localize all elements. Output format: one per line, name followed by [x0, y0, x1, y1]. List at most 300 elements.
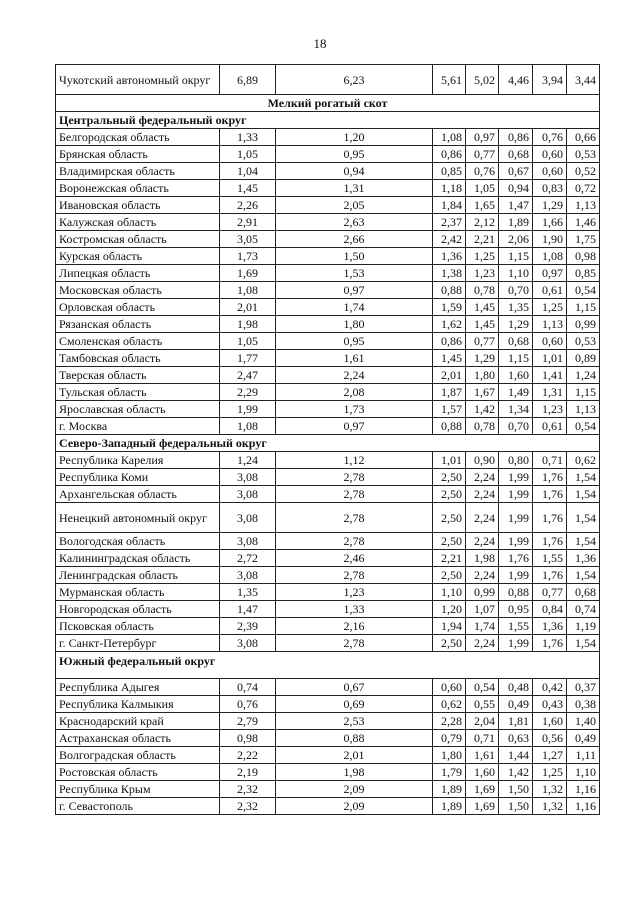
table-row: [56, 452, 600, 469]
table-row: [56, 299, 600, 316]
table-row: [56, 350, 600, 367]
region-name: г. Севастополь: [56, 798, 220, 815]
value-cell-c6: 0,83: [533, 180, 567, 197]
table-row: [56, 265, 600, 282]
value-cell-c7: 1,54: [567, 635, 600, 652]
value-cell-c6: 1,41: [533, 367, 567, 384]
value-cell-c2: 1,80: [276, 316, 433, 333]
value-cell-c7: 1,54: [567, 486, 600, 503]
value-cell-c4: 0,76: [466, 163, 499, 180]
value-cell-c5: 0,88: [499, 584, 533, 601]
table-row: [56, 316, 600, 333]
value-cell-c5: 0,48: [499, 679, 533, 696]
region-name: Ненецкий автономный округ: [56, 503, 220, 533]
value-cell-c6: 1,32: [533, 798, 567, 815]
value-cell-c2: 2,46: [276, 550, 433, 567]
district-row: [56, 112, 600, 129]
region-name: Псковская область: [56, 618, 220, 635]
value-cell-c1: 2,32: [220, 798, 276, 815]
value-cell-c6: 0,60: [533, 146, 567, 163]
value-cell-c4: 0,71: [466, 730, 499, 747]
value-cell-c5: 2,06: [499, 231, 533, 248]
table-row: [56, 129, 600, 146]
table-row: [56, 635, 600, 652]
value-cell-c1: 2,72: [220, 550, 276, 567]
value-cell-c3: 2,50: [433, 533, 466, 550]
region-name: Владимирская область: [56, 163, 220, 180]
value-cell-c5: 0,49: [499, 696, 533, 713]
table-row: [56, 469, 600, 486]
region-name: Калужская область: [56, 214, 220, 231]
value-cell-c7: 0,99: [567, 316, 600, 333]
value-cell-c2: 2,01: [276, 747, 433, 764]
value-cell-c4: 0,55: [466, 696, 499, 713]
value-cell-c4: 1,05: [466, 180, 499, 197]
value-cell-c2: 0,95: [276, 333, 433, 350]
value-cell-c3: 0,60: [433, 679, 466, 696]
value-cell-c4: 0,78: [466, 282, 499, 299]
value-cell-c2: 2,78: [276, 503, 433, 533]
section-heading: Мелкий рогатый скот: [56, 95, 600, 112]
value-cell-c7: 1,75: [567, 231, 600, 248]
table-row: [56, 533, 600, 550]
value-cell-c6: 1,66: [533, 214, 567, 231]
value-cell-c7: 0,54: [567, 418, 600, 435]
value-cell-c3: 2,50: [433, 486, 466, 503]
value-cell-c1: 1,24: [220, 452, 276, 469]
table-row: [56, 197, 600, 214]
value-cell-c5: 0,68: [499, 146, 533, 163]
value-cell-c7: 1,15: [567, 384, 600, 401]
value-cell-c1: 1,99: [220, 401, 276, 418]
value-cell-c6: 1,08: [533, 248, 567, 265]
value-cell-c2: 1,53: [276, 265, 433, 282]
value-cell-c4: 2,24: [466, 635, 499, 652]
value-cell-c2: 1,98: [276, 764, 433, 781]
value-cell-c1: 1,98: [220, 316, 276, 333]
table-row: [56, 730, 600, 747]
value-cell-c4: 1,25: [466, 248, 499, 265]
value-cell-c2: 0,67: [276, 679, 433, 696]
value-cell-c6: 0,84: [533, 601, 567, 618]
value-cell-c2: 1,12: [276, 452, 433, 469]
value-cell-c3: 1,59: [433, 299, 466, 316]
value-cell-c2: 1,33: [276, 601, 433, 618]
value-cell-c7: 1,19: [567, 618, 600, 635]
value-cell-c2: 2,08: [276, 384, 433, 401]
value-cell-c6: 0,60: [533, 163, 567, 180]
value-cell-c5: 1,50: [499, 798, 533, 815]
value-cell-c7: 1,40: [567, 713, 600, 730]
value-cell-c5: 0,70: [499, 282, 533, 299]
value-cell-c7: 0,54: [567, 282, 600, 299]
region-name: Рязанская область: [56, 316, 220, 333]
value-cell-c4: 1,80: [466, 367, 499, 384]
value-cell-c1: 1,08: [220, 282, 276, 299]
value-cell-c5: 0,80: [499, 452, 533, 469]
value-cell-c1: 1,35: [220, 584, 276, 601]
value-cell-c3: 1,38: [433, 265, 466, 282]
value-cell-c4: 5,02: [466, 65, 499, 95]
value-cell-c3: 1,45: [433, 350, 466, 367]
region-name: Ростовская область: [56, 764, 220, 781]
value-cell-c5: 0,95: [499, 601, 533, 618]
value-cell-c2: 2,09: [276, 781, 433, 798]
value-cell-c7: 0,37: [567, 679, 600, 696]
region-name: Ярославская область: [56, 401, 220, 418]
value-cell-c3: 1,80: [433, 747, 466, 764]
value-cell-c1: 3,08: [220, 567, 276, 584]
value-cell-c6: 1,32: [533, 781, 567, 798]
region-name: Астраханская область: [56, 730, 220, 747]
section-row: [56, 95, 600, 112]
value-cell-c4: 1,69: [466, 781, 499, 798]
region-name: Волгоградская область: [56, 747, 220, 764]
value-cell-c1: 1,77: [220, 350, 276, 367]
region-name: Костромская область: [56, 231, 220, 248]
value-cell-c5: 0,63: [499, 730, 533, 747]
table-row: [56, 367, 600, 384]
value-cell-c5: 0,67: [499, 163, 533, 180]
district-row: [56, 435, 600, 452]
value-cell-c4: 2,24: [466, 469, 499, 486]
value-cell-c3: 1,89: [433, 798, 466, 815]
value-cell-c6: 0,77: [533, 584, 567, 601]
value-cell-c5: 1,15: [499, 350, 533, 367]
region-name: г. Санкт-Петербург: [56, 635, 220, 652]
region-name: Мурманская область: [56, 584, 220, 601]
value-cell-c5: 1,99: [499, 635, 533, 652]
value-cell-c1: 3,08: [220, 469, 276, 486]
value-cell-c1: 3,08: [220, 635, 276, 652]
table-row: [56, 781, 600, 798]
region-name: Республика Адыгея: [56, 679, 220, 696]
value-cell-c5: 1,49: [499, 384, 533, 401]
table-row: [56, 567, 600, 584]
value-cell-c3: 0,85: [433, 163, 466, 180]
value-cell-c4: 1,07: [466, 601, 499, 618]
value-cell-c1: 2,79: [220, 713, 276, 730]
value-cell-c7: 0,66: [567, 129, 600, 146]
value-cell-c1: 1,05: [220, 146, 276, 163]
value-cell-c7: 0,62: [567, 452, 600, 469]
table-row: [56, 713, 600, 730]
region-name: Брянская область: [56, 146, 220, 163]
value-cell-c1: 1,47: [220, 601, 276, 618]
table-row: [56, 282, 600, 299]
value-cell-c7: 0,53: [567, 146, 600, 163]
region-name: Тамбовская область: [56, 350, 220, 367]
value-cell-c5: 1,81: [499, 713, 533, 730]
region-name: Курская область: [56, 248, 220, 265]
value-cell-c1: 6,89: [220, 65, 276, 95]
region-name: Московская область: [56, 282, 220, 299]
value-cell-c4: 1,29: [466, 350, 499, 367]
district-heading: Центральный федеральный округ: [56, 112, 600, 129]
value-cell-c6: 1,76: [533, 503, 567, 533]
value-cell-c2: 1,61: [276, 350, 433, 367]
region-name: Тверская область: [56, 367, 220, 384]
table-row: [56, 550, 600, 567]
region-name: Смоленская область: [56, 333, 220, 350]
value-cell-c6: 1,29: [533, 197, 567, 214]
table-row: [56, 764, 600, 781]
value-cell-c1: 1,69: [220, 265, 276, 282]
value-cell-c2: 0,97: [276, 282, 433, 299]
value-cell-c4: 1,23: [466, 265, 499, 282]
value-cell-c6: 0,61: [533, 418, 567, 435]
value-cell-c7: 1,13: [567, 197, 600, 214]
district-row: [56, 652, 600, 679]
value-cell-c6: 3,94: [533, 65, 567, 95]
value-cell-c6: 0,71: [533, 452, 567, 469]
value-cell-c4: 1,45: [466, 299, 499, 316]
value-cell-c2: 1,23: [276, 584, 433, 601]
value-cell-c2: 1,74: [276, 299, 433, 316]
value-cell-c4: 0,77: [466, 333, 499, 350]
table-row: [56, 798, 600, 815]
value-cell-c2: 0,97: [276, 418, 433, 435]
table-row: [56, 146, 600, 163]
value-cell-c1: 3,08: [220, 503, 276, 533]
value-cell-c6: 0,42: [533, 679, 567, 696]
value-cell-c3: 1,08: [433, 129, 466, 146]
value-cell-c2: 1,20: [276, 129, 433, 146]
tariff-table: [55, 64, 600, 815]
value-cell-c5: 0,86: [499, 129, 533, 146]
value-cell-c5: 1,99: [499, 486, 533, 503]
table-row: [56, 503, 600, 533]
value-cell-c5: 1,60: [499, 367, 533, 384]
value-cell-c4: 0,90: [466, 452, 499, 469]
value-cell-c7: 0,98: [567, 248, 600, 265]
value-cell-c2: 2,78: [276, 567, 433, 584]
region-name: г. Москва: [56, 418, 220, 435]
value-cell-c2: 2,63: [276, 214, 433, 231]
value-cell-c2: 2,09: [276, 798, 433, 815]
value-cell-c5: 1,35: [499, 299, 533, 316]
value-cell-c7: 1,10: [567, 764, 600, 781]
value-cell-c5: 1,42: [499, 764, 533, 781]
region-name: Липецкая область: [56, 265, 220, 282]
value-cell-c6: 1,13: [533, 316, 567, 333]
district-heading: Южный федеральный округ: [56, 652, 600, 679]
value-cell-c1: 1,33: [220, 129, 276, 146]
value-cell-c7: 1,16: [567, 781, 600, 798]
value-cell-c2: 2,05: [276, 197, 433, 214]
value-cell-c6: 1,76: [533, 486, 567, 503]
value-cell-c6: 1,36: [533, 618, 567, 635]
value-cell-c1: 3,08: [220, 533, 276, 550]
table-row: [56, 584, 600, 601]
value-cell-c5: 0,94: [499, 180, 533, 197]
value-cell-c3: 2,01: [433, 367, 466, 384]
value-cell-c6: 0,61: [533, 282, 567, 299]
table-row: [56, 214, 600, 231]
value-cell-c5: 1,99: [499, 533, 533, 550]
value-cell-c3: 2,21: [433, 550, 466, 567]
value-cell-c3: 0,79: [433, 730, 466, 747]
value-cell-c4: 0,99: [466, 584, 499, 601]
value-cell-c7: 1,54: [567, 567, 600, 584]
value-cell-c6: 1,23: [533, 401, 567, 418]
value-cell-c1: 2,39: [220, 618, 276, 635]
value-cell-c7: 1,11: [567, 747, 600, 764]
value-cell-c2: 0,69: [276, 696, 433, 713]
value-cell-c6: 0,43: [533, 696, 567, 713]
value-cell-c4: 1,65: [466, 197, 499, 214]
value-cell-c1: 3,08: [220, 486, 276, 503]
value-cell-c5: 1,99: [499, 503, 533, 533]
value-cell-c5: 1,10: [499, 265, 533, 282]
value-cell-c3: 1,84: [433, 197, 466, 214]
value-cell-c5: 1,55: [499, 618, 533, 635]
value-cell-c7: 1,46: [567, 214, 600, 231]
region-name: Воронежская область: [56, 180, 220, 197]
value-cell-c4: 2,24: [466, 486, 499, 503]
value-cell-c1: 2,01: [220, 299, 276, 316]
table-row: [56, 384, 600, 401]
region-name: Архангельская область: [56, 486, 220, 503]
value-cell-c4: 1,67: [466, 384, 499, 401]
value-cell-c3: 1,18: [433, 180, 466, 197]
region-name: Белгородская область: [56, 129, 220, 146]
value-cell-c5: 4,46: [499, 65, 533, 95]
value-cell-c5: 1,50: [499, 781, 533, 798]
region-name: Тульская область: [56, 384, 220, 401]
value-cell-c1: 0,98: [220, 730, 276, 747]
value-cell-c6: 1,76: [533, 469, 567, 486]
value-cell-c1: 0,76: [220, 696, 276, 713]
region-name: Республика Карелия: [56, 452, 220, 469]
value-cell-c4: 0,97: [466, 129, 499, 146]
table-row: [56, 248, 600, 265]
table-row: [56, 231, 600, 248]
value-cell-c4: 1,42: [466, 401, 499, 418]
value-cell-c4: 2,24: [466, 503, 499, 533]
district-heading: Северо-Западный федеральный округ: [56, 435, 600, 452]
region-name: Республика Коми: [56, 469, 220, 486]
value-cell-c7: 0,85: [567, 265, 600, 282]
value-cell-c2: 2,78: [276, 486, 433, 503]
region-name: Новгородская область: [56, 601, 220, 618]
value-cell-c5: 0,70: [499, 418, 533, 435]
value-cell-c7: 0,49: [567, 730, 600, 747]
region-name: Вологодская область: [56, 533, 220, 550]
value-cell-c6: 1,76: [533, 635, 567, 652]
value-cell-c4: 2,12: [466, 214, 499, 231]
value-cell-c3: 2,50: [433, 635, 466, 652]
value-cell-c4: 1,45: [466, 316, 499, 333]
value-cell-c5: 1,99: [499, 567, 533, 584]
value-cell-c3: 1,89: [433, 781, 466, 798]
table-row: [56, 601, 600, 618]
value-cell-c7: 0,74: [567, 601, 600, 618]
value-cell-c2: 2,16: [276, 618, 433, 635]
table-row: [56, 618, 600, 635]
region-name: Ленинградская область: [56, 567, 220, 584]
value-cell-c6: 1,01: [533, 350, 567, 367]
value-cell-c6: 0,76: [533, 129, 567, 146]
value-cell-c7: 0,38: [567, 696, 600, 713]
value-cell-c6: 0,60: [533, 333, 567, 350]
value-cell-c2: 2,78: [276, 635, 433, 652]
value-cell-c3: 2,50: [433, 503, 466, 533]
value-cell-c1: 2,47: [220, 367, 276, 384]
value-cell-c7: 1,15: [567, 299, 600, 316]
value-cell-c4: 1,60: [466, 764, 499, 781]
value-cell-c6: 1,25: [533, 764, 567, 781]
value-cell-c1: 2,91: [220, 214, 276, 231]
value-cell-c6: 1,76: [533, 533, 567, 550]
value-cell-c2: 2,78: [276, 533, 433, 550]
value-cell-c2: 1,73: [276, 401, 433, 418]
table-row: [56, 163, 600, 180]
value-cell-c1: 1,04: [220, 163, 276, 180]
value-cell-c3: 0,62: [433, 696, 466, 713]
value-cell-c7: 1,54: [567, 533, 600, 550]
value-cell-c1: 3,05: [220, 231, 276, 248]
value-cell-c4: 1,61: [466, 747, 499, 764]
value-cell-c4: 1,98: [466, 550, 499, 567]
value-cell-c2: 1,31: [276, 180, 433, 197]
value-cell-c3: 1,57: [433, 401, 466, 418]
value-cell-c1: 2,19: [220, 764, 276, 781]
value-cell-c1: 2,32: [220, 781, 276, 798]
value-cell-c3: 0,86: [433, 333, 466, 350]
value-cell-c6: 1,31: [533, 384, 567, 401]
value-cell-c3: 1,87: [433, 384, 466, 401]
value-cell-c7: 0,53: [567, 333, 600, 350]
value-cell-c7: 0,52: [567, 163, 600, 180]
value-cell-c3: 2,28: [433, 713, 466, 730]
value-cell-c6: 1,60: [533, 713, 567, 730]
value-cell-c3: 0,88: [433, 282, 466, 299]
table-row: [56, 418, 600, 435]
value-cell-c7: 1,54: [567, 503, 600, 533]
value-cell-c4: 1,74: [466, 618, 499, 635]
value-cell-c2: 6,23: [276, 65, 433, 95]
value-cell-c7: 0,89: [567, 350, 600, 367]
region-name: Республика Крым: [56, 781, 220, 798]
value-cell-c1: 1,45: [220, 180, 276, 197]
value-cell-c6: 1,76: [533, 567, 567, 584]
table-row: [56, 747, 600, 764]
value-cell-c3: 1,62: [433, 316, 466, 333]
value-cell-c3: 0,88: [433, 418, 466, 435]
value-cell-c2: 2,53: [276, 713, 433, 730]
table-row: [56, 65, 600, 95]
value-cell-c4: 2,24: [466, 567, 499, 584]
value-cell-c5: 1,99: [499, 469, 533, 486]
value-cell-c3: 2,37: [433, 214, 466, 231]
region-name: Краснодарский край: [56, 713, 220, 730]
page-number: 18: [313, 36, 327, 51]
value-cell-c2: 2,66: [276, 231, 433, 248]
value-cell-c1: 1,08: [220, 418, 276, 435]
value-cell-c5: 1,47: [499, 197, 533, 214]
region-name: Чукотский автономный округ: [56, 65, 220, 95]
value-cell-c6: 0,56: [533, 730, 567, 747]
table-row: [56, 696, 600, 713]
value-cell-c1: 0,74: [220, 679, 276, 696]
value-cell-c3: 1,36: [433, 248, 466, 265]
value-cell-c5: 1,34: [499, 401, 533, 418]
value-cell-c3: 5,61: [433, 65, 466, 95]
value-cell-c7: 1,36: [567, 550, 600, 567]
value-cell-c2: 2,78: [276, 469, 433, 486]
value-cell-c3: 0,86: [433, 146, 466, 163]
